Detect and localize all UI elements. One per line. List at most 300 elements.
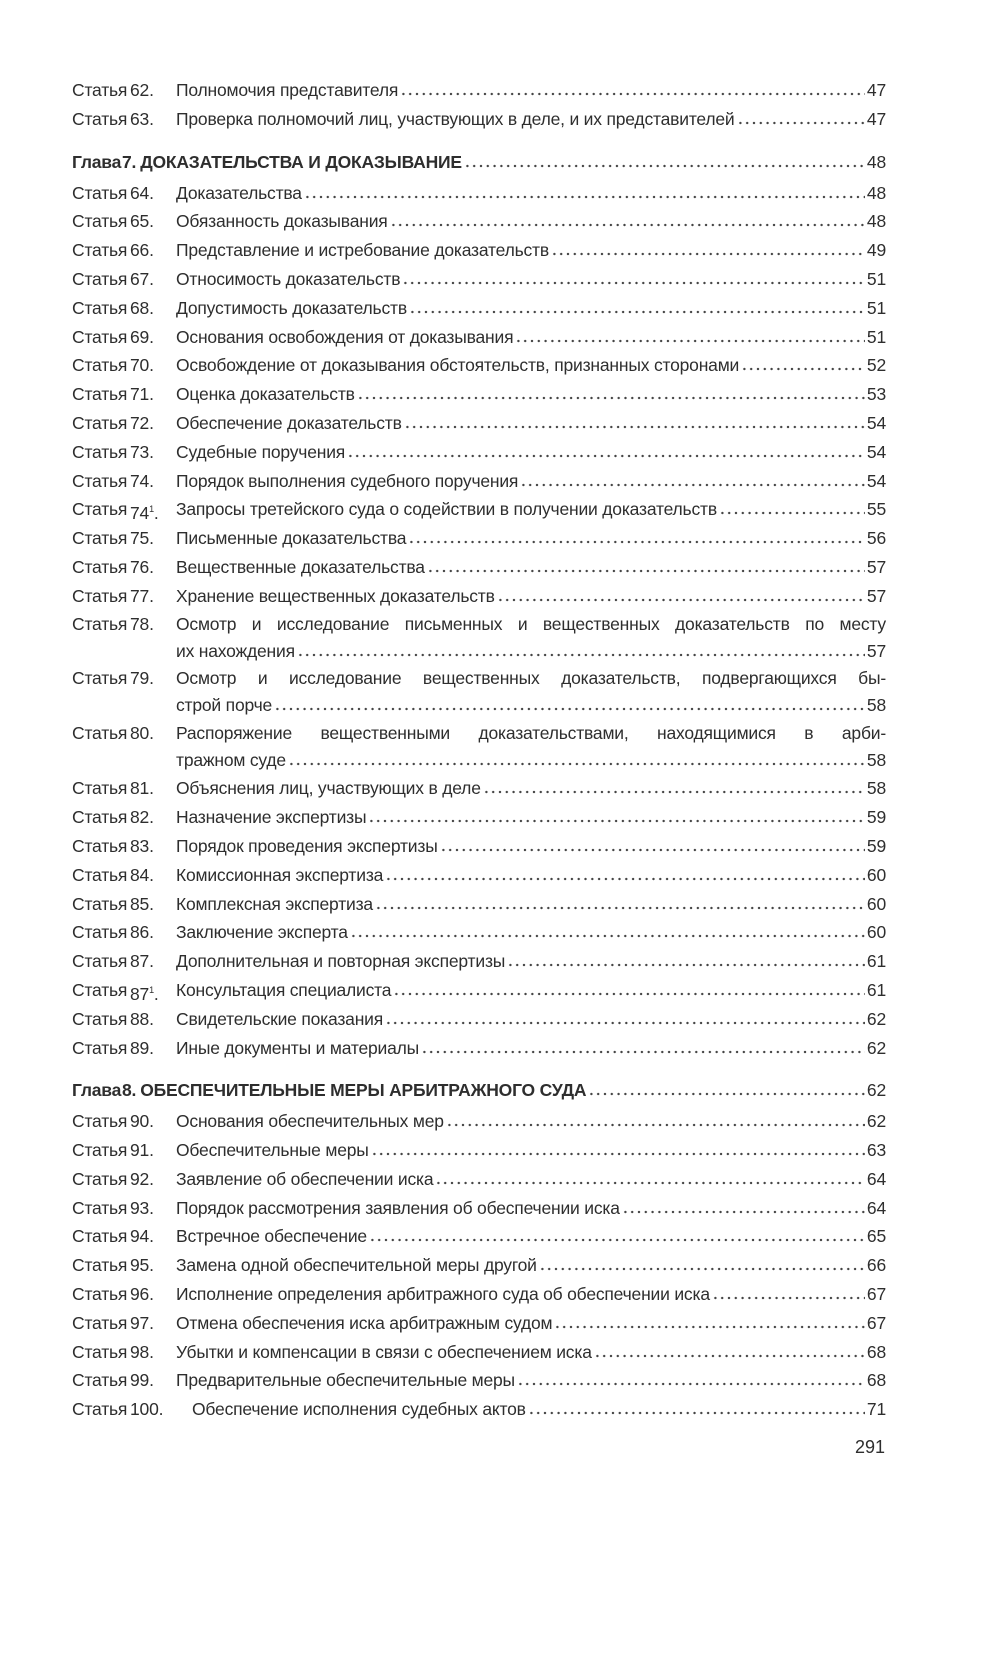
toc-entry[interactable]: [72, 351, 886, 380]
toc-entry[interactable]: [72, 774, 886, 803]
table-of-contents: [72, 76, 886, 1424]
entry-line: [176, 1136, 886, 1164]
entry-line: [176, 323, 886, 351]
dot-leader: [497, 592, 865, 602]
article-number: [130, 832, 176, 860]
entry-body: [176, 918, 886, 946]
number-suffix: .: [153, 983, 159, 1004]
article-label: Статья: [72, 1140, 128, 1161]
article-label: Статья: [72, 182, 128, 203]
number-text: 91.: [130, 1140, 154, 1161]
number-text: 78.: [130, 613, 154, 634]
number-text: 87.: [130, 951, 154, 972]
number-text: 84.: [130, 864, 154, 885]
entry-title: Убытки и компенсации в связи с обеспечением иска: [176, 1341, 592, 1362]
entry-line: [176, 1280, 886, 1308]
article-label: Статья: [72, 1312, 128, 1333]
number-text: 69.: [130, 326, 154, 347]
entry-title: Хранение вещественных доказательств: [176, 585, 495, 606]
toc-entry[interactable]: [72, 1107, 886, 1136]
entry-title: Допустимость доказательств: [176, 297, 407, 318]
article-label: Статья: [72, 1008, 128, 1029]
article-number: [130, 76, 176, 104]
number-text: 67.: [130, 268, 154, 289]
number-text: 93.: [130, 1197, 154, 1218]
entry-title: Свидетельские показания: [176, 1008, 384, 1029]
number-text: 80.: [130, 722, 154, 743]
toc-entry[interactable]: [72, 236, 886, 265]
dot-leader: [515, 333, 865, 343]
article-label: Статья: [72, 326, 128, 347]
dot-leader: [421, 1044, 865, 1054]
dot-leader: [588, 1086, 865, 1096]
page-ref: 60: [866, 893, 886, 914]
entry-title: Оценка доказательств: [176, 384, 355, 405]
dot-leader: [368, 813, 865, 823]
page-ref: 48: [866, 182, 886, 203]
entry-title: Основания освобождения от доказывания: [176, 326, 514, 347]
dot-leader: [520, 477, 865, 487]
toc-entry[interactable]: [72, 976, 886, 1005]
article-label: Статья: [72, 668, 128, 689]
entry-body: [176, 1366, 886, 1394]
chapter-heading[interactable]: [72, 1076, 886, 1107]
page-ref: 51: [866, 326, 886, 347]
number-text: 7.: [122, 151, 137, 172]
entry-body: [176, 1136, 886, 1164]
article-label: Статья: [72, 412, 128, 433]
article-label: Статья: [72, 613, 128, 634]
page-ref: 57: [866, 556, 886, 577]
article-label: Статья: [72, 441, 128, 462]
chapter-heading[interactable]: [72, 148, 886, 179]
article-label: Статья: [72, 778, 128, 799]
entry-line: [176, 582, 886, 610]
article-label: Статья: [72, 470, 128, 491]
entry-title: Обеспечительные меры: [176, 1140, 369, 1161]
entry-title: Назначение экспертизы: [176, 807, 367, 828]
page-ref: 68: [866, 1370, 886, 1391]
toc-entry[interactable]: [72, 720, 886, 775]
article-number: [130, 1034, 176, 1062]
entry-line: [176, 553, 886, 581]
page-ref: 59: [866, 807, 886, 828]
entry-title: Предварительные обеспечительные меры: [176, 1370, 515, 1391]
article-number: [130, 294, 176, 322]
entry-title: Запросы третейского суда о содействии в получении доказательств: [176, 499, 717, 520]
toc-entry[interactable]: [72, 207, 886, 236]
entry-line: [176, 438, 886, 466]
entry-line: [176, 495, 886, 523]
dot-leader: [719, 505, 865, 515]
superscript: 1: [149, 984, 154, 995]
toc-entry[interactable]: [72, 582, 886, 611]
toc-entry[interactable]: [72, 76, 886, 105]
toc-entry[interactable]: [72, 665, 886, 720]
toc-entry[interactable]: [72, 409, 886, 438]
article-number: [130, 861, 176, 889]
entry-body: [176, 553, 886, 581]
entry-title: Письменные доказательства: [176, 528, 407, 549]
toc-entry[interactable]: [72, 1194, 886, 1223]
page-ref: 62: [866, 1008, 886, 1029]
article-number: [130, 1280, 176, 1308]
entry-line: [176, 947, 886, 975]
toc-entry[interactable]: [72, 1136, 886, 1165]
article-number: [130, 351, 176, 379]
entry-title-continued: тражном суде: [176, 749, 286, 770]
page-ref: 65: [866, 1226, 886, 1247]
entry-title: Заключение эксперта: [176, 922, 348, 943]
entry-body: [176, 890, 886, 918]
entry-body: [176, 774, 886, 802]
toc-entry[interactable]: [72, 803, 886, 832]
entry-body: [176, 294, 886, 322]
number-text: 68.: [130, 297, 154, 318]
number-text: 96.: [130, 1284, 154, 1305]
dot-leader: [347, 448, 865, 458]
chapter-title: ДОКАЗАТЕЛЬСТВА И ДОКАЗЫВАНИЕ: [140, 151, 462, 172]
number-text: 74.: [130, 470, 154, 491]
page-ref: 54: [866, 441, 886, 462]
article-number: [130, 524, 176, 552]
article-number: [130, 803, 176, 831]
toc-entry[interactable]: [72, 179, 886, 208]
entry-line: [176, 976, 886, 1004]
article-label: Статья: [72, 893, 128, 914]
number-text: 97.: [130, 1312, 154, 1333]
number-text: 81.: [130, 778, 154, 799]
article-number: [130, 976, 176, 1008]
toc-entry[interactable]: [72, 438, 886, 467]
chapter-label: Глава: [72, 1080, 122, 1101]
article-number: [130, 1338, 176, 1366]
entry-line: [176, 409, 886, 437]
article-number: [130, 918, 176, 946]
dot-leader: [385, 871, 865, 881]
entry-body: [176, 1107, 886, 1135]
number-text: 100.: [130, 1399, 164, 1420]
dot-leader: [517, 1376, 865, 1386]
toc-entry[interactable]: [72, 467, 886, 496]
article-label: Статья: [72, 922, 128, 943]
entry-line: [176, 890, 886, 918]
page-ref: 67: [866, 1312, 886, 1333]
dot-leader: [375, 900, 865, 910]
article-number: [130, 720, 176, 746]
article-label: Статья: [72, 268, 128, 289]
page-ref: 64: [866, 1197, 886, 1218]
article-label: Статья: [72, 835, 128, 856]
toc-entry[interactable]: [72, 1005, 886, 1034]
dot-leader: [737, 115, 865, 125]
article-label: Статья: [72, 80, 128, 100]
article-label: Статья: [72, 1370, 128, 1391]
dot-leader: [551, 246, 865, 256]
page-ref: 67: [866, 1284, 886, 1305]
toc-entry[interactable]: [72, 553, 886, 582]
entry-line: [176, 207, 886, 235]
entry-line: [176, 832, 886, 860]
toc-entry[interactable]: [72, 380, 886, 409]
entry-title: Объяснения лиц, участвующих в деле: [176, 778, 481, 799]
article-number: [130, 207, 176, 235]
page-ref: 56: [866, 528, 886, 549]
entry-body: [176, 323, 886, 351]
number-text: 73.: [130, 441, 154, 462]
article-number: [130, 665, 176, 691]
entry-title: Обеспечение исполнения судебных актов: [192, 1399, 526, 1420]
article-number: [130, 438, 176, 466]
entry-title-line: [176, 637, 886, 665]
article-number: [130, 774, 176, 802]
toc-entry[interactable]: [72, 323, 886, 352]
article-label: Статья: [72, 1037, 128, 1058]
number-text: 71.: [130, 384, 154, 405]
article-number: [130, 1005, 176, 1033]
page-ref: 54: [866, 470, 886, 491]
entry-body: [176, 236, 886, 264]
page-number: 291: [854, 1437, 885, 1457]
dot-leader: [385, 1015, 865, 1025]
entry-body: [176, 1034, 886, 1062]
dot-leader: [390, 217, 865, 227]
number-text: 72.: [130, 412, 154, 433]
entry-title: Судебные поручения: [176, 441, 346, 462]
toc-entry[interactable]: [72, 1222, 886, 1251]
dot-leader: [741, 361, 865, 371]
dot-leader: [446, 1117, 865, 1127]
dot-leader: [712, 1290, 865, 1300]
entry-title: Полномочия представителя: [176, 80, 399, 100]
entry-title: Встречное обеспечение: [176, 1226, 367, 1247]
entry-body: [176, 1005, 886, 1033]
entry-line: [176, 351, 886, 379]
entry-title-continued: их нахождения: [176, 640, 295, 661]
article-label: Статья: [72, 1111, 128, 1132]
entry-line: [176, 524, 886, 552]
entry-body: [176, 803, 886, 831]
entry-line: [176, 1034, 886, 1062]
toc-entry[interactable]: [72, 947, 886, 976]
entry-body: [176, 438, 886, 466]
article-label: Статья: [72, 384, 128, 405]
article-number: [130, 1251, 176, 1279]
entry-body: [176, 179, 886, 207]
page-ref: 59: [866, 835, 886, 856]
entry-line: [176, 1251, 886, 1279]
toc-entry[interactable]: [72, 495, 886, 524]
toc-entry[interactable]: [72, 1395, 886, 1424]
article-number: [130, 947, 176, 975]
page-ref: 58: [866, 749, 886, 770]
page-ref: 61: [866, 979, 886, 1000]
article-number: [130, 265, 176, 293]
page-ref: 71: [866, 1399, 886, 1420]
article-number: [130, 1395, 192, 1423]
article-label: Статья: [72, 1284, 128, 1305]
dot-leader: [369, 1232, 865, 1242]
entry-line: [176, 76, 886, 104]
entry-body: [176, 611, 886, 665]
dot-leader: [539, 1261, 865, 1271]
entry-line: [176, 1165, 886, 1193]
number-suffix: .: [153, 503, 159, 524]
entry-body: [176, 351, 886, 379]
number-text: 75.: [130, 528, 154, 549]
dot-leader: [435, 1175, 865, 1185]
number-text: 88.: [130, 1008, 154, 1029]
page-ref: 61: [866, 951, 886, 972]
toc-entry[interactable]: [72, 611, 886, 666]
entry-line: [176, 1194, 886, 1222]
toc-entry[interactable]: [72, 1338, 886, 1367]
number-text: 85.: [130, 893, 154, 914]
page-ref: 57: [866, 585, 886, 606]
number-text: 66.: [130, 240, 154, 261]
dot-leader: [304, 189, 865, 199]
entry-body: [176, 207, 886, 235]
chapter-label: Глава: [72, 151, 122, 172]
toc-entry[interactable]: [72, 890, 886, 919]
entry-line: [176, 1222, 886, 1250]
article-label: Статья: [72, 355, 128, 376]
article-label: Статья: [72, 951, 128, 972]
article-label: Статья: [72, 528, 128, 549]
article-label: Статья: [72, 1341, 128, 1362]
entry-line: [176, 179, 886, 207]
entry-line: [192, 1395, 886, 1423]
article-label: Статья: [72, 1197, 128, 1218]
number-text: 90.: [130, 1111, 154, 1132]
entry-title: Отмена обеспечения иска арбитражным судом: [176, 1312, 553, 1333]
entry-title: Замена одной обеспечительной меры другой: [176, 1255, 537, 1276]
article-label: Статья: [72, 585, 128, 606]
entry-title-continued: строй порче: [176, 695, 273, 716]
dot-leader: [409, 304, 865, 314]
toc-entry[interactable]: [72, 918, 886, 947]
toc-entry[interactable]: [72, 1251, 886, 1280]
toc-entry[interactable]: [72, 265, 886, 294]
entry-body: [140, 1076, 886, 1104]
entry-title: Порядок рассмотрения заявления об обеспечении иска: [176, 1197, 620, 1218]
page-ref: 53: [866, 384, 886, 405]
dot-leader: [440, 842, 865, 852]
entry-title: Дополнительная и повторная экспертизы: [176, 951, 506, 972]
toc-entry[interactable]: [72, 1366, 886, 1395]
toc-entry[interactable]: [72, 294, 886, 323]
toc-entry[interactable]: [72, 1280, 886, 1309]
page-ref: 52: [866, 355, 886, 376]
article-number: [130, 582, 176, 610]
entry-title-line: [176, 691, 886, 719]
article-label: Статья: [72, 1168, 128, 1189]
toc-entry[interactable]: [72, 1309, 886, 1338]
toc-entry[interactable]: [72, 1165, 886, 1194]
page-ref: 48: [866, 211, 886, 232]
dot-leader: [404, 419, 865, 429]
entry-title-line: [176, 746, 886, 774]
entry-title: Распоряжение вещественными доказательствами, находящимися в арби-: [176, 722, 886, 743]
toc-entry[interactable]: [72, 524, 886, 553]
entry-title: Вещественные доказательства: [176, 556, 425, 577]
article-number: [130, 1136, 176, 1164]
number-text: 95.: [130, 1255, 154, 1276]
page-ref: 48: [866, 151, 886, 172]
entry-body: [176, 976, 886, 1004]
entry-title: Порядок выполнения судебного поручения: [176, 470, 519, 491]
entry-title: Представление и истребование доказательств: [176, 240, 549, 261]
article-label: Статья: [72, 979, 128, 1000]
article-number: [130, 611, 176, 637]
chapter-number: [122, 148, 136, 176]
article-label: Статья: [72, 1399, 128, 1420]
dot-leader: [622, 1204, 865, 1214]
entry-body: [176, 524, 886, 552]
dot-leader: [528, 1405, 865, 1415]
number-text: 74: [130, 503, 150, 524]
article-label: Статья: [72, 499, 128, 520]
article-number: [130, 1366, 176, 1394]
entry-body: [176, 1165, 886, 1193]
entry-body: [176, 76, 886, 104]
page-ref: 51: [866, 268, 886, 289]
page-ref: 49: [866, 240, 886, 261]
entry-line: [176, 803, 886, 831]
article-label: Статья: [72, 807, 128, 828]
entry-body: [176, 720, 886, 774]
entry-body: [176, 1338, 886, 1366]
chapter-title: ОБЕСПЕЧИТЕЛЬНЫЕ МЕРЫ АРБИТРАЖНОГО СУДА: [140, 1080, 587, 1101]
page-ref: 55: [866, 499, 886, 520]
entry-title: Иные документы и материалы: [176, 1037, 420, 1058]
entry-line: [176, 380, 886, 408]
entry-line: [176, 265, 886, 293]
dot-leader: [350, 928, 865, 938]
article-number: [130, 179, 176, 207]
number-text: 94.: [130, 1226, 154, 1247]
entry-body: [176, 1280, 886, 1308]
toc-entry[interactable]: [72, 832, 886, 861]
entry-title: Освобождение от доказывания обстоятельств, признанных сторонами: [176, 355, 740, 376]
article-number: [130, 553, 176, 581]
article-number: [130, 1194, 176, 1222]
number-text: 98.: [130, 1341, 154, 1362]
number-text: 63.: [130, 108, 154, 129]
article-label: Статья: [72, 556, 128, 577]
article-number: [130, 1165, 176, 1193]
number-text: 62.: [130, 80, 154, 100]
entry-title: Консультация специалиста: [176, 979, 392, 1000]
toc-entry[interactable]: [72, 861, 886, 890]
entry-body: [176, 861, 886, 889]
page-ref: 62: [866, 1080, 886, 1101]
entry-line: [176, 236, 886, 264]
article-number: [130, 380, 176, 408]
number-text: 99.: [130, 1370, 154, 1391]
article-number: [130, 323, 176, 351]
toc-entry[interactable]: [72, 1034, 886, 1063]
entry-line: [176, 1366, 886, 1394]
article-label: Статья: [72, 240, 128, 261]
superscript: 1: [149, 504, 154, 515]
toc-entry[interactable]: [72, 105, 886, 134]
dot-leader: [288, 756, 865, 766]
entry-body: [176, 582, 886, 610]
entry-line: [176, 1338, 886, 1366]
entry-line: [140, 148, 886, 176]
page-ref: 68: [866, 1341, 886, 1362]
